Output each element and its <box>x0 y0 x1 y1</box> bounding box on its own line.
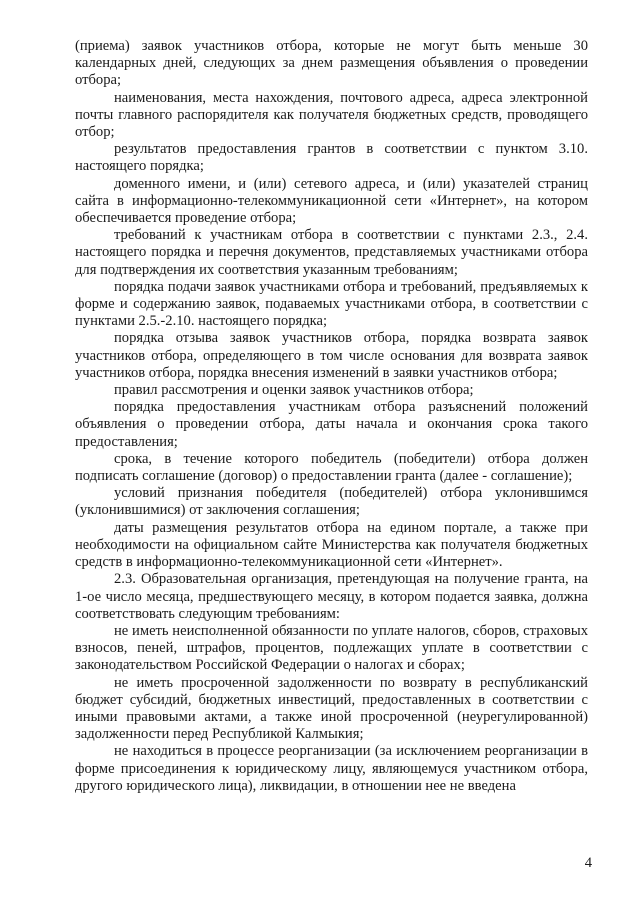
paragraph-evasion-conditions: условий признания победителя (победителей) отбора уклонившимся (уклонившимися) от заключения соглашения; <box>75 485 588 519</box>
paragraph-application-withdrawal: порядка отзыва заявок участников отбора, порядка возврата заявок участников отбора, определяющего в том числе основания для возврата заявок участников отбора, порядка внесения изменений в заявки участников отбора; <box>75 330 588 381</box>
paragraph-review-rules: правил рассмотрения и оценки заявок участников отбора; <box>114 382 474 399</box>
paragraph-agreement-deadline: срока, в течение которого победитель (победители) отбора должен подписать соглашение (договор) о предоставлении гранта (далее - соглашение); <box>75 450 588 485</box>
page-number: 4 <box>584 855 592 871</box>
document-body <box>75 38 588 795</box>
paragraph-section-2-3: 2.3. Образовательная организация, претендующая на получение гранта, на 1-ое число месяца, предшествующего месяцу, в котором подается заявка, должна соответствовать следующим требованиям: <box>75 571 588 622</box>
paragraph-receipt-deadline: (приема) заявок участников отбора, которые не могут быть меньше 30 календарных дней, следующих за днем размещения объявления о проведении отбора; <box>75 38 588 89</box>
paragraph-participant-requirements: требований к участникам отбора в соответствии с пунктами 2.3., 2.4. настоящего порядка и перечня документов, представляемых участниками отбора для подтверждения их соответствия указанным требованиям; <box>75 227 588 278</box>
paragraph-application-submission: порядка подачи заявок участниками отбора и требований, предъявляемых к форме и содержанию заявок, подаваемых участниками отбора, в соответствии с пунктами 2.5.-2.10. настоящего порядка; <box>75 278 588 330</box>
paragraph-results-publication: даты размещения результатов отбора на едином портале, а также при необходимости на официальном сайте Министерства как получателя бюджетных средств в информационно-телекоммуникационной сети «Интернет». <box>75 519 588 571</box>
paragraph-no-overdue-debt: не иметь просроченной задолженности по возврату в республиканский бюджет субсидий, бюджетных инвестиций, предоставленных в соответствии с иными правовыми актами, а также иной просроченной (неурегулированной) задолженности перед Республикой Калмыкия; <box>75 674 588 743</box>
paragraph-domain-name: доменного имени, и (или) сетевого адреса, и (или) указателей страниц сайта в информационно-телекоммуникационной сети «Интернет», на котором обеспечивается проведение отбора; <box>75 175 588 227</box>
paragraph-organizer-address: наименования, места нахождения, почтового адреса, адреса электронной почты главного распорядителя как получателя бюджетных средств, проводящего отбор; <box>75 89 588 141</box>
paragraph-no-reorganization: не находиться в процессе реорганизации (за исключением реорганизации в форме присоединения к юридическому лицу, являющемуся участником отбора, другого юридического лица), ликвидации, в отношении нее не введена <box>75 743 588 794</box>
paragraph-grant-results: результатов предоставления грантов в соответствии с пунктом 3.10. настоящего порядка; <box>75 141 588 175</box>
paragraph-clarifications: порядка предоставления участникам отбора разъяснений положений объявления о проведении отбора, даты начала и окончания срока такого предоставления; <box>75 399 588 450</box>
paragraph-no-tax-obligations: не иметь неисполненной обязанности по уплате налогов, сборов, страховых взносов, пеней, штрафов, процентов, подлежащих уплате в соответствии с законодательством Российской Федерации о налогах и сборах; <box>75 622 588 674</box>
